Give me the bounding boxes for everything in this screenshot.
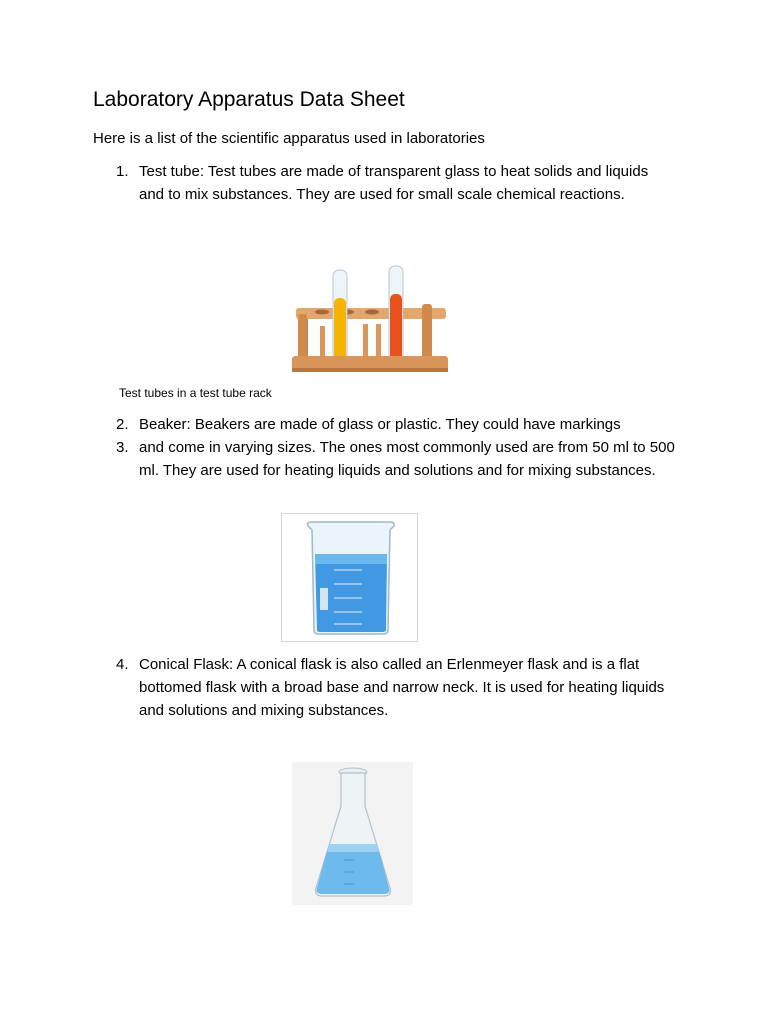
figure-caption: Test tubes in a test tube rack — [119, 386, 272, 400]
list-item-text: Conical Flask: A conical flask is also called an Erlenmeyer flask and is a flat bottomed flask with a broad base and narrow neck. It is used for heating liquids and solutions and mixing substances. — [139, 656, 665, 719]
beaker-image — [281, 513, 418, 642]
list-number: 2. — [116, 416, 129, 433]
list-item-test-tube — [116, 160, 676, 206]
list-number: 1. — [116, 163, 129, 180]
yellow-liquid — [334, 298, 346, 361]
conical-flask-image — [292, 762, 413, 905]
list-number: 3. — [116, 439, 129, 456]
list-item-text: and come in varying sizes. The ones most commonly used are from 50 ml to 500 ml. They are used for heating liquids and solutions and for mixing substances. — [139, 439, 675, 479]
list-item-beaker-continued — [116, 436, 676, 482]
list-item-conical-flask — [116, 653, 676, 722]
document-title: Laboratory Apparatus Data Sheet — [93, 88, 405, 111]
red-liquid — [390, 294, 402, 361]
list-item-text: Test tube: Test tubes are made of transparent glass to heat solids and liquids and to mix substances. They are used for small scale chemical reactions. — [139, 163, 649, 203]
list-item-beaker — [116, 413, 676, 436]
test-tube-rack-image — [288, 248, 456, 388]
intro-text: Here is a list of the scientific apparatus used in laboratories — [93, 130, 485, 147]
list-number: 4. — [116, 656, 129, 673]
list-item-text: Beaker: Beakers are made of glass or plastic. They could have markings — [139, 416, 621, 433]
